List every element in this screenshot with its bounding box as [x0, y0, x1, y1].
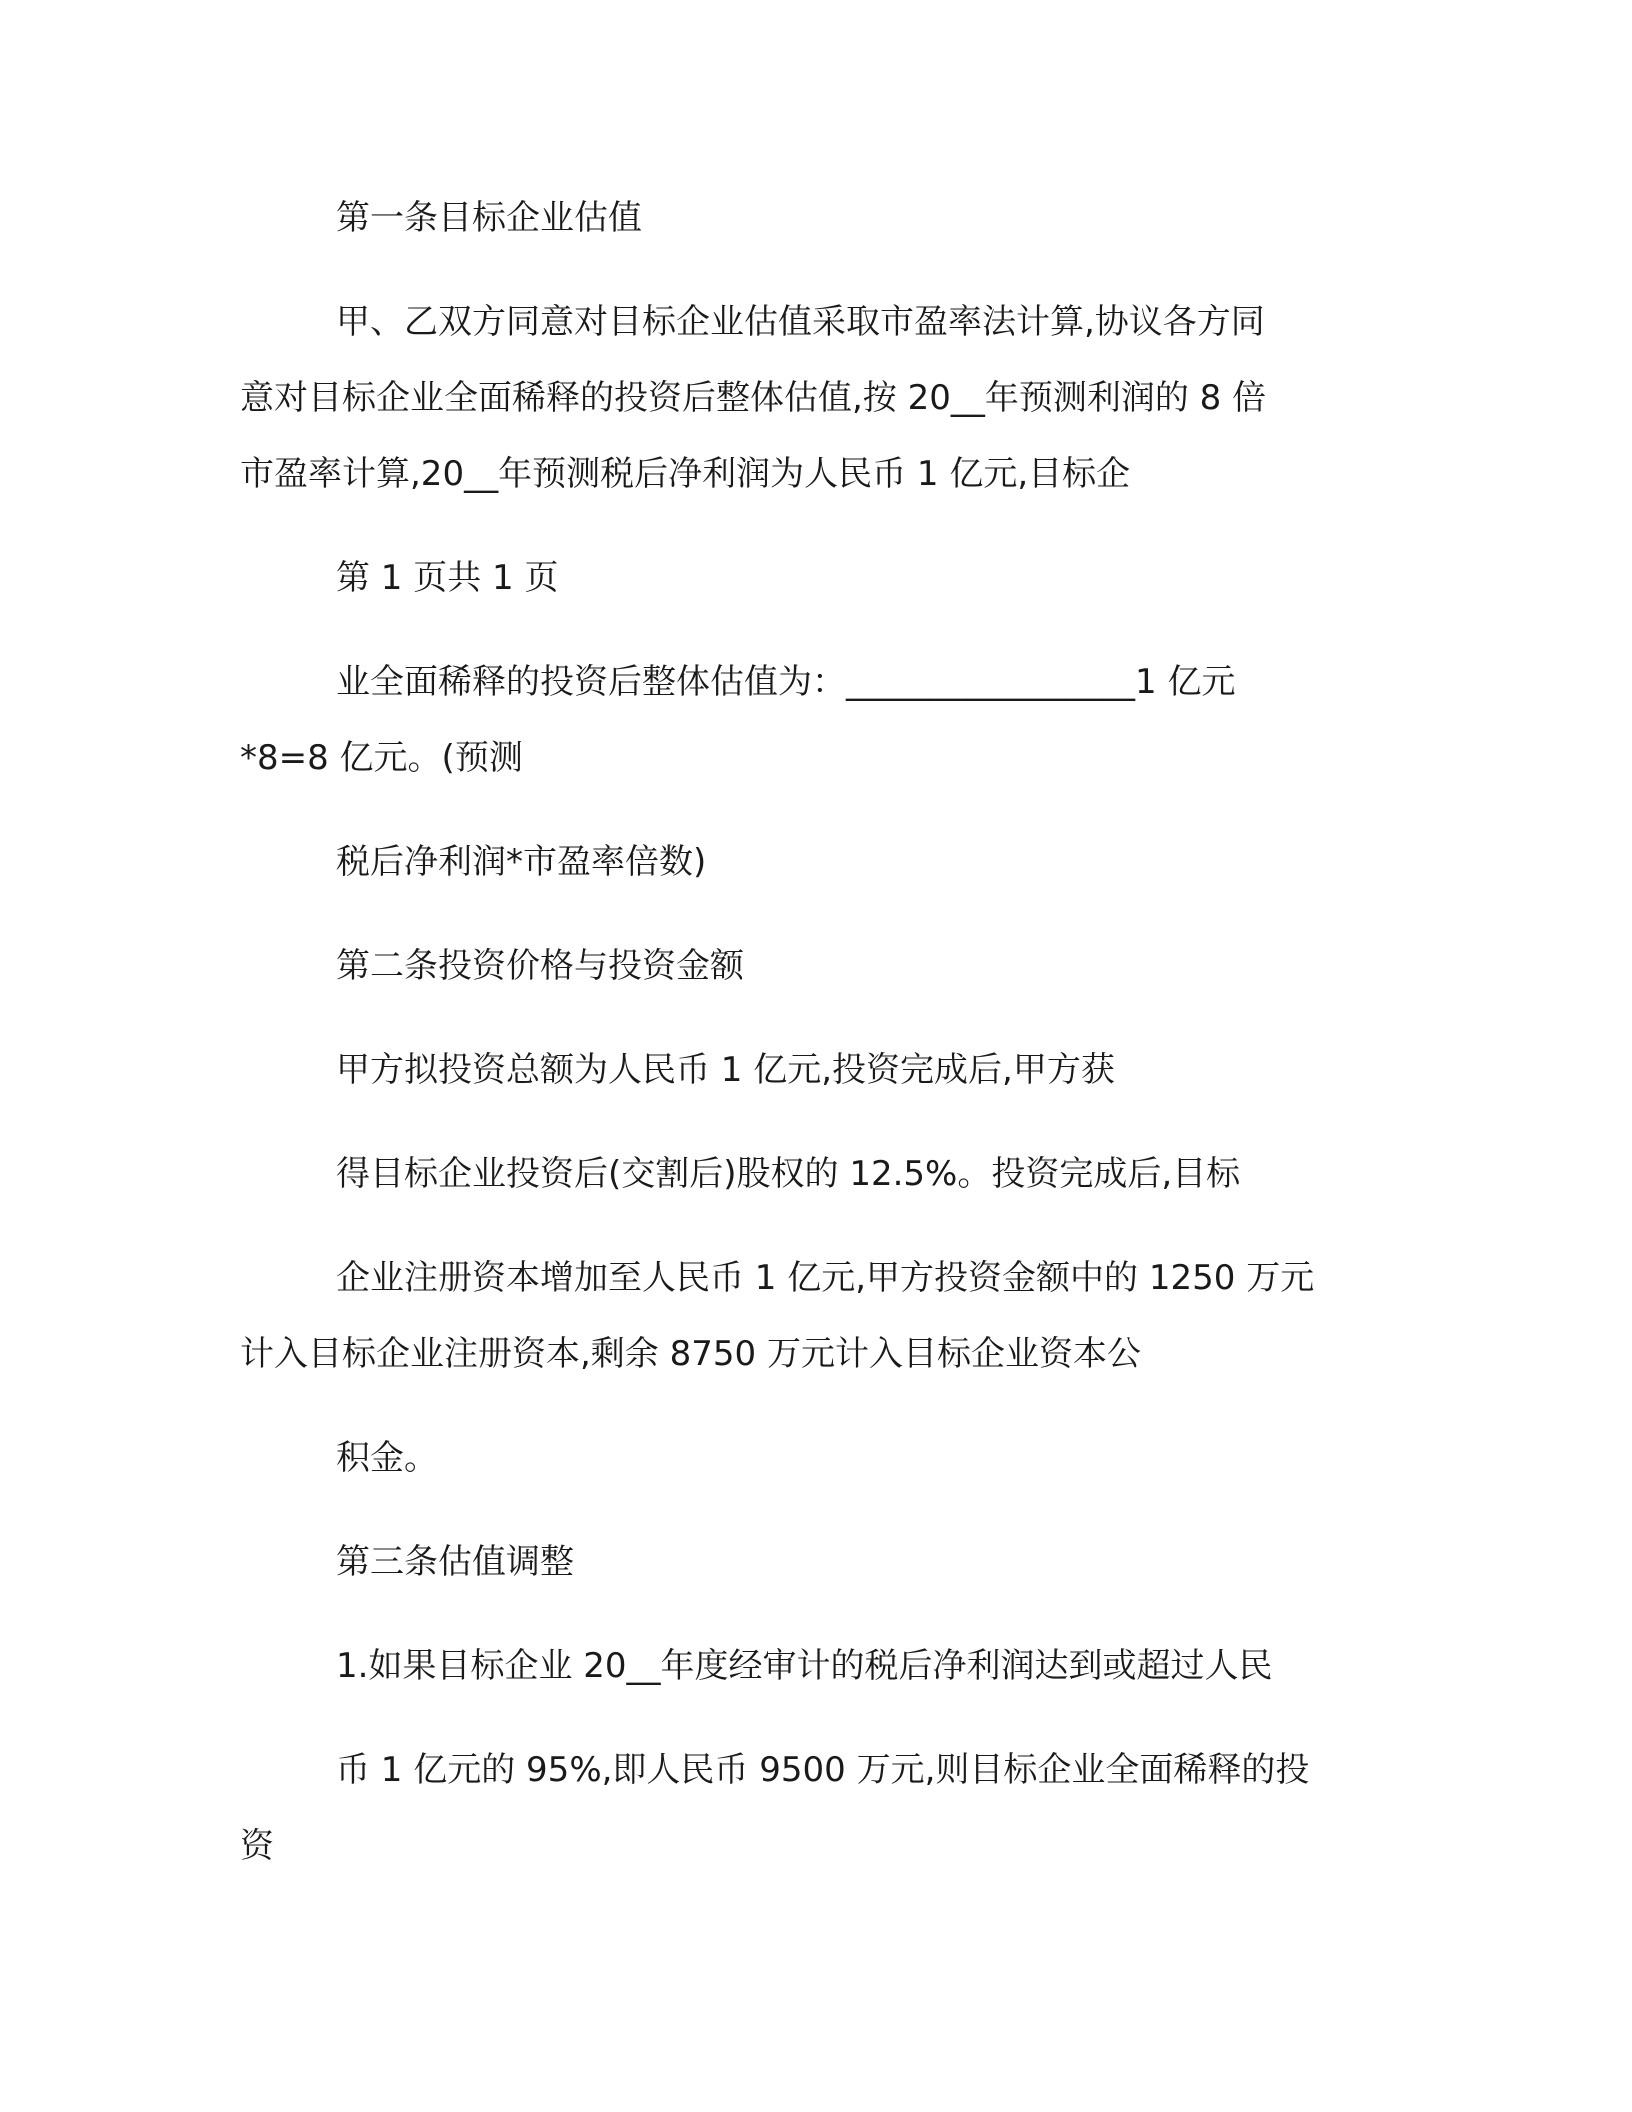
valuation-formula-paragraph [240, 644, 1390, 796]
article-2-heading [240, 928, 1390, 1004]
text-line: 积金。 [336, 1438, 438, 1478]
article-2-paragraph-2 [240, 1136, 1390, 1212]
article-1-paragraph [240, 284, 1390, 512]
valuation-formula-note [240, 824, 1390, 900]
text-line: 第三条估值调整 [336, 1542, 574, 1582]
text-line: 业全面稀释的投资后整体估值为：_________________1 亿元 [336, 662, 1236, 702]
text-line: 甲方拟投资总额为人民币 1 亿元,投资完成后,甲方获 [336, 1050, 1115, 1090]
article-3-paragraph-1 [240, 1628, 1390, 1704]
text-line: 币 1 亿元的 95%,即人民币 9500 万元,则目标企业全面稀释的投 [336, 1750, 1310, 1790]
text-line: 得目标企业投资后(交割后)股权的 12.5%。投资完成后,目标 [336, 1154, 1241, 1194]
text-line: 意对目标企业全面稀释的投资后整体估值,按 20__年预测利润的 8 倍 [240, 378, 1267, 418]
article-2-paragraph-3 [240, 1240, 1390, 1392]
text-line: 市盈率计算,20__年预测税后净利润为人民币 1 亿元,目标企 [240, 454, 1131, 494]
document-body [240, 180, 1390, 1912]
article-3-paragraph-2 [240, 1732, 1390, 1884]
text-line: 计入目标企业注册资本,剩余 8750 万元计入目标企业资本公 [240, 1334, 1141, 1374]
text-line: *8=8 亿元。(预测 [240, 738, 523, 778]
text-line: 企业注册资本增加至人民币 1 亿元,甲方投资金额中的 1250 万元 [336, 1258, 1315, 1298]
article-2-paragraph-4 [240, 1420, 1390, 1496]
text-line: 甲、乙双方同意对目标企业估值采取市盈率法计算,协议各方同 [336, 302, 1265, 342]
text-line: 第一条目标企业估值 [336, 198, 642, 238]
article-1-heading [240, 180, 1390, 256]
article-2-paragraph-1 [240, 1032, 1390, 1108]
page-footer-text [240, 540, 1390, 616]
text-line: 税后净利润*市盈率倍数) [336, 842, 707, 882]
text-line: 第 1 页共 1 页 [336, 558, 559, 598]
article-3-heading [240, 1524, 1390, 1600]
text-line: 资 [240, 1826, 274, 1866]
text-line: 1.如果目标企业 20__年度经审计的税后净利润达到或超过人民 [336, 1646, 1273, 1686]
text-line: 第二条投资价格与投资金额 [336, 946, 744, 986]
